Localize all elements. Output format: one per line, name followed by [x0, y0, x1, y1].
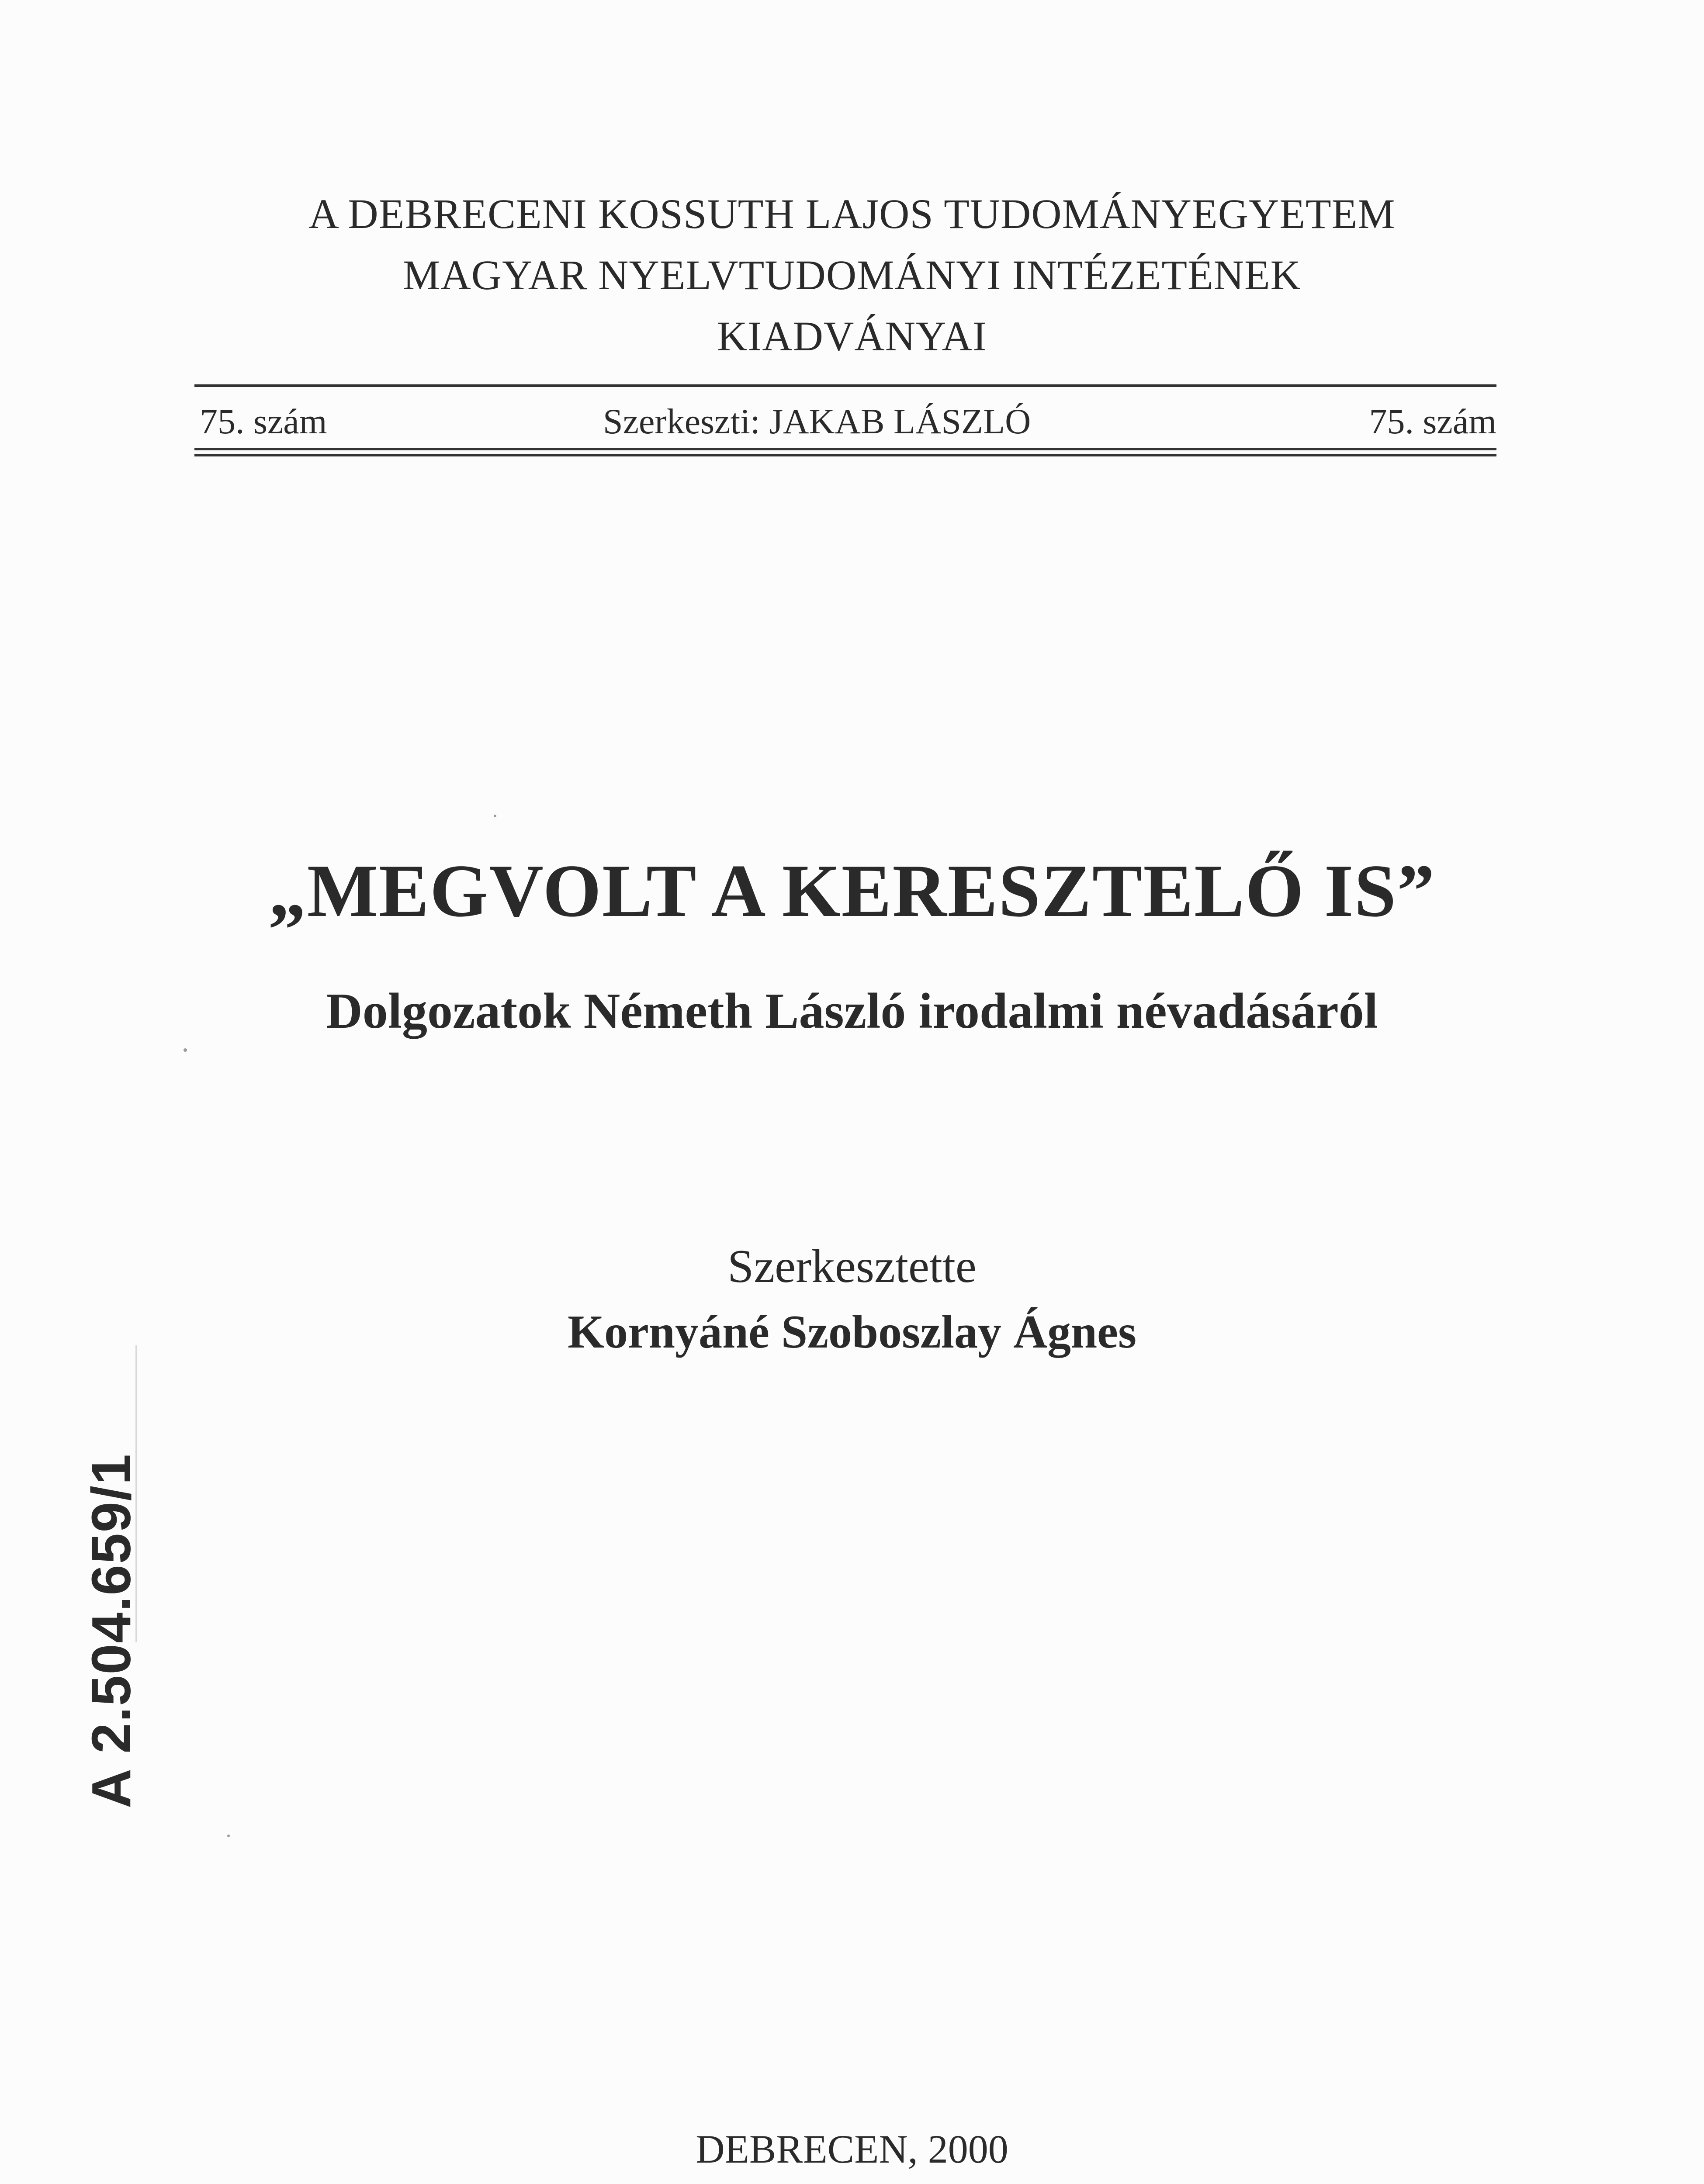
- series-editor: Szerkeszti: JAKAB LÁSZLÓ: [603, 401, 1031, 441]
- book-title: „MEGVOLT A KERESZTELŐ IS”: [268, 850, 1436, 933]
- library-stamp: A 2.504.659/1: [80, 1453, 142, 1808]
- series-number-right: 75. szám: [1369, 401, 1496, 441]
- editor-name: Kornyáné Szoboszlay Ágnes: [567, 1306, 1137, 1358]
- series-number-left: 75. szám: [200, 401, 327, 441]
- speck: [227, 1835, 230, 1837]
- series-rule-bottom-double: [194, 454, 1496, 456]
- series-bar: [194, 395, 1496, 448]
- publisher-block: [0, 183, 1704, 367]
- series-rule-bottom: [194, 448, 1496, 450]
- imprint: DEBRECEN, 2000: [696, 2127, 1008, 2171]
- publisher-line-3: KIADVÁNYAI: [717, 313, 987, 359]
- speck: [494, 815, 496, 817]
- speck: [184, 1048, 187, 1052]
- book-subtitle: Dolgozatok Németh László irodalmi névadásáról: [326, 983, 1378, 1039]
- publisher-line-1: A DEBRECENI KOSSUTH LAJOS TUDOMÁNYEGYETEM: [308, 190, 1396, 237]
- editor-label: Szerkesztette: [727, 1241, 977, 1292]
- publisher-line-2: MAGYAR NYELVTUDOMÁNYI INTÉZETÉNEK: [403, 252, 1301, 298]
- series-rule-top: [194, 384, 1496, 387]
